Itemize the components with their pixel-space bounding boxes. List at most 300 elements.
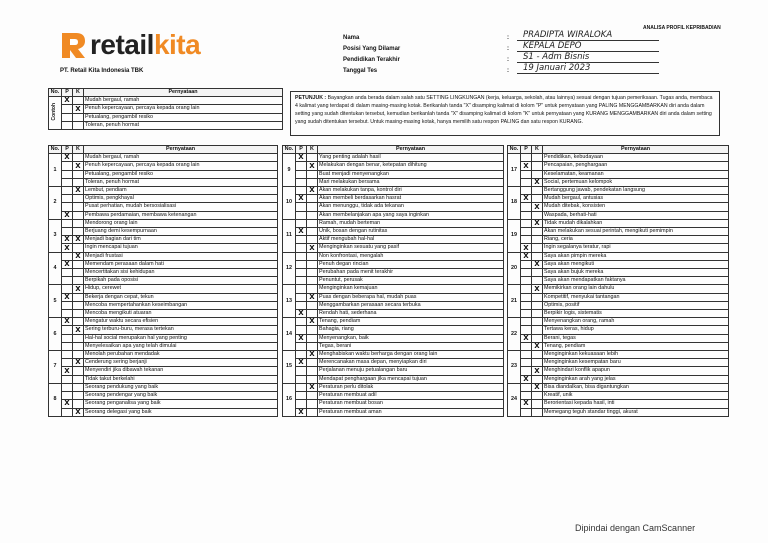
k-mark[interactable] (307, 326, 318, 334)
k-mark[interactable] (73, 318, 84, 326)
p-mark[interactable] (296, 187, 307, 195)
k-mark[interactable]: X (307, 162, 318, 170)
p-mark[interactable]: X (521, 400, 532, 408)
p-mark[interactable] (296, 178, 307, 186)
k-mark[interactable]: X (73, 326, 84, 334)
statement: Menginginkan kemajuan (318, 285, 504, 293)
p-mark[interactable] (521, 154, 532, 162)
p-mark[interactable] (296, 392, 307, 400)
k-mark[interactable] (73, 260, 84, 268)
statement: Pembawa perdamaian, membawa ketenangan (84, 211, 278, 219)
col-header: No. (49, 89, 62, 97)
k-mark[interactable] (73, 170, 84, 178)
k-mark[interactable] (532, 408, 543, 416)
field-posisi: Posisi Yang Dilamar : KEPALA DEPO (343, 41, 659, 52)
p-mark[interactable] (296, 375, 307, 383)
p-mark[interactable] (62, 277, 73, 285)
k-mark[interactable] (532, 162, 543, 170)
p-mark[interactable] (521, 326, 532, 334)
statement: Toleran, penuh hormat (84, 121, 283, 129)
k-mark[interactable] (307, 170, 318, 178)
statement: Bekerja dengan cepat, tekun (84, 293, 278, 301)
k-mark[interactable] (73, 375, 84, 383)
p-mark[interactable]: X (62, 367, 73, 375)
col-header: K (73, 146, 84, 154)
k-mark[interactable]: X (73, 162, 84, 170)
statement: Penuh kepercayaan, percaya kepada orang lain (84, 162, 278, 170)
p-mark[interactable] (521, 359, 532, 367)
k-mark[interactable] (307, 285, 318, 293)
p-mark[interactable] (296, 383, 307, 391)
p-mark[interactable] (62, 162, 73, 170)
table-row (49, 400, 278, 408)
k-mark[interactable]: X (532, 285, 543, 293)
table-row (508, 310, 729, 318)
k-mark[interactable] (532, 318, 543, 326)
p-mark[interactable] (62, 310, 73, 318)
p-mark[interactable] (521, 260, 532, 268)
statement: Menginginkan sesuatu yang pasif (318, 244, 504, 252)
table-row (283, 252, 504, 260)
field-label: Nama (343, 35, 360, 41)
k-mark[interactable] (73, 334, 84, 342)
statement: Waspada, berhati-hati (543, 211, 729, 219)
group-number: 4 (49, 252, 62, 285)
statement: Seorang penganalisa yang baik (84, 400, 278, 408)
table-row (283, 203, 504, 211)
k-mark[interactable] (73, 310, 84, 318)
p-mark[interactable]: X (62, 293, 73, 301)
field-label: Pendidikan Terakhir (343, 57, 400, 63)
p-mark[interactable] (62, 252, 73, 260)
table-row (508, 383, 729, 391)
statement: Berpikah pada oposisi (84, 277, 278, 285)
p-mark[interactable]: X (296, 334, 307, 342)
p-mark[interactable] (62, 285, 73, 293)
col-header: K (73, 89, 84, 97)
p-mark[interactable] (296, 293, 307, 301)
k-mark[interactable] (73, 203, 84, 211)
p-mark[interactable] (62, 269, 73, 277)
k-mark[interactable] (73, 154, 84, 162)
field-value-handwritten: 19 Januari 2023 (517, 63, 659, 74)
k-mark[interactable]: X (73, 408, 84, 416)
k-mark[interactable] (73, 277, 84, 285)
col-header: Pernyataan (543, 146, 729, 154)
p-mark[interactable] (521, 285, 532, 293)
group-number: 22 (508, 318, 521, 351)
k-mark[interactable] (532, 244, 543, 252)
table-row (283, 236, 504, 244)
p-mark[interactable]: X (521, 375, 532, 383)
k-mark[interactable] (73, 392, 84, 400)
p-mark[interactable]: X (521, 162, 532, 170)
table-row (508, 195, 729, 203)
p-mark[interactable] (296, 285, 307, 293)
p-mark[interactable] (62, 301, 73, 309)
p-mark[interactable] (521, 236, 532, 244)
table-row (49, 392, 278, 400)
statement: Menyenangkan, baik (318, 334, 504, 342)
table-row (508, 277, 729, 285)
statement: Kreatif, unik (543, 392, 729, 400)
p-mark[interactable] (62, 219, 73, 227)
table-row (508, 219, 729, 227)
p-mark[interactable] (521, 342, 532, 350)
p-mark[interactable]: X (521, 244, 532, 252)
statement: Menjadi frustasi (84, 252, 278, 260)
table-row (49, 326, 278, 334)
p-mark[interactable] (521, 293, 532, 301)
table-row (49, 318, 278, 326)
k-mark[interactable] (307, 342, 318, 350)
p-mark[interactable]: X (62, 244, 73, 252)
statement: Saya akan bujuk mereka (543, 269, 729, 277)
k-mark[interactable] (73, 211, 84, 219)
p-mark[interactable] (62, 326, 73, 334)
k-mark[interactable] (307, 195, 318, 203)
instructions-text: Bayangkan anda berada dalam salah satu SETTING LINGKUNGAN (kerja, keluarga, sekolah, atau lainnya) sesuai dengan tujuan pemeriksaan. Tugas anda, membaca 4 kalimat yang terdapat di dalam masing-masing kotak. Berikanlah tanda "X" disamping kalimat di kolom "P" untuk pernyataan yang PALING MENGGAMBARKAN diri anda dalam setting yang sudah ditentukan tersebut, kemudian berikanlah tanda "X" disamping kalimat di kolom "K" untuk pernyataan yang KURANG MENGGAMBARKAN diri anda dalam setting yang sudah ditentukan tersebut. Untuk masing-masing kotak, hanya memilih satu respon PALING dan satu respon KURANG. (295, 95, 713, 125)
statement: Perubahan pada menit terakhir (318, 269, 504, 277)
p-mark[interactable] (296, 203, 307, 211)
group-number: 12 (283, 252, 296, 285)
k-mark[interactable]: X (307, 383, 318, 391)
p-mark[interactable]: X (62, 318, 73, 326)
p-mark[interactable] (62, 187, 73, 195)
k-mark[interactable] (532, 351, 543, 359)
group-number: 17 (508, 154, 521, 187)
p-mark[interactable] (521, 228, 532, 236)
p-mark[interactable] (62, 203, 73, 211)
p-mark[interactable]: X (296, 359, 307, 367)
statement: Memegang teguh standar tinggi, akurat (543, 408, 729, 416)
table-row (49, 342, 278, 350)
k-mark[interactable] (532, 195, 543, 203)
k-mark[interactable] (73, 293, 84, 301)
p-mark[interactable]: X (521, 252, 532, 260)
statement: Saya akan pimpin mereka (543, 252, 729, 260)
example-side-label: Contoh (49, 97, 62, 130)
statement: Tidak mudah dikalahkan (543, 219, 729, 227)
p-mark[interactable] (296, 342, 307, 350)
k-mark[interactable] (532, 170, 543, 178)
col-header: P (62, 89, 73, 97)
statement: Menyendiri jika dibawah tekanan (84, 367, 278, 375)
k-mark[interactable] (532, 187, 543, 195)
scanner-footer: Dipindai dengan CamScanner (575, 523, 696, 533)
statement: Menginginkan kesempatan baru (543, 359, 729, 367)
p-mark[interactable] (296, 400, 307, 408)
p-mark[interactable] (296, 318, 307, 326)
p-mark[interactable]: X (296, 310, 307, 318)
p-mark[interactable] (296, 277, 307, 285)
k-mark[interactable]: X (307, 244, 318, 252)
k-mark[interactable]: X (532, 219, 543, 227)
k-mark[interactable] (532, 154, 543, 162)
statement: Akan membeli berdasarkan hasrat (318, 195, 504, 203)
p-mark[interactable] (521, 392, 532, 400)
table-row (283, 178, 504, 186)
k-mark[interactable] (532, 293, 543, 301)
p-mark[interactable] (296, 244, 307, 252)
p-mark[interactable]: X (62, 260, 73, 268)
k-mark[interactable] (307, 392, 318, 400)
statement: Cenderung sering berjanji (84, 359, 278, 367)
k-mark[interactable] (307, 154, 318, 162)
p-mark[interactable] (296, 301, 307, 309)
k-mark[interactable]: X (307, 293, 318, 301)
k-mark[interactable]: X (73, 187, 84, 195)
p-mark[interactable] (62, 195, 73, 203)
statement: Riang, ceria (543, 236, 729, 244)
k-mark[interactable] (73, 269, 84, 277)
k-mark[interactable]: X (532, 260, 543, 268)
k-mark[interactable] (73, 195, 84, 203)
k-mark[interactable]: X (532, 367, 543, 375)
k-mark[interactable] (307, 269, 318, 277)
p-mark[interactable] (521, 383, 532, 391)
k-mark[interactable]: X (532, 203, 543, 211)
p-mark[interactable] (521, 367, 532, 375)
statement: Penuh kepercayaan, percaya kepada orang lain (84, 105, 283, 113)
statement: Menjadi bagian dari tim (84, 236, 278, 244)
p-mark[interactable] (521, 301, 532, 309)
p-mark[interactable]: X (62, 400, 73, 408)
k-mark[interactable]: X (73, 285, 84, 293)
p-mark[interactable] (521, 219, 532, 227)
k-mark[interactable] (307, 334, 318, 342)
k-mark[interactable] (532, 392, 543, 400)
k-mark[interactable] (73, 219, 84, 227)
instructions-box (290, 91, 720, 136)
k-mark[interactable] (307, 203, 318, 211)
statement: Mengatur waktu secara efisien (84, 318, 278, 326)
p-mark[interactable] (521, 178, 532, 186)
k-mark[interactable] (73, 351, 84, 359)
logo-text-kita: kita (153, 29, 201, 60)
p-mark[interactable]: X (296, 195, 307, 203)
k-mark[interactable]: X (532, 342, 543, 350)
statement: Yang penting adalah hasil (318, 154, 504, 162)
table-row (508, 260, 729, 268)
p-mark[interactable] (296, 351, 307, 359)
p-mark[interactable] (296, 236, 307, 244)
statement: Menghindari konflik apapun (543, 367, 729, 375)
p-mark[interactable] (296, 326, 307, 334)
statement: Mencoba mengikuti atuaran (84, 310, 278, 318)
statement: Tegas, berani (318, 342, 504, 350)
k-mark[interactable] (307, 400, 318, 408)
group-number: 10 (283, 187, 296, 220)
statement: Peraturan membuat adil (318, 392, 504, 400)
p-mark[interactable] (62, 170, 73, 178)
p-mark[interactable] (62, 359, 73, 367)
k-mark[interactable]: X (307, 351, 318, 359)
k-mark[interactable] (307, 301, 318, 309)
k-mark[interactable] (73, 383, 84, 391)
p-mark[interactable]: X (296, 408, 307, 416)
table-row (508, 367, 729, 375)
p-mark[interactable]: X (296, 228, 307, 236)
p-mark (62, 121, 73, 129)
p-mark[interactable] (296, 260, 307, 268)
instructions-label: PETUNJUK : (295, 95, 327, 101)
k-mark[interactable] (532, 228, 543, 236)
questionnaire-table (282, 145, 504, 417)
p-mark[interactable] (521, 203, 532, 211)
statement: Optimis, pengkhayal (84, 195, 278, 203)
col-header: P (62, 146, 73, 154)
p-mark[interactable] (62, 392, 73, 400)
table-row (49, 375, 278, 383)
k-mark[interactable] (307, 219, 318, 227)
k-mark[interactable] (73, 367, 84, 375)
k-mark[interactable] (73, 301, 84, 309)
k-mark[interactable] (307, 367, 318, 375)
k-mark[interactable] (532, 277, 543, 285)
k-mark[interactable] (532, 359, 543, 367)
k-mark[interactable] (73, 400, 84, 408)
p-mark[interactable] (62, 383, 73, 391)
k-mark[interactable] (532, 334, 543, 342)
k-mark[interactable] (73, 342, 84, 350)
p-mark[interactable] (296, 252, 307, 260)
k-mark[interactable] (532, 301, 543, 309)
table-row (508, 269, 729, 277)
table-row (283, 326, 504, 334)
company-name: PT. Retail Kita Indonesia TBK (60, 68, 144, 74)
group-number: 8 (49, 383, 62, 416)
p-mark[interactable] (296, 162, 307, 170)
k-mark[interactable] (73, 228, 84, 236)
table-row (508, 375, 729, 383)
k-mark[interactable] (307, 408, 318, 416)
p-mark[interactable] (521, 277, 532, 285)
k-mark[interactable] (307, 310, 318, 318)
statement: Petualang, pengambil resiko (84, 170, 278, 178)
k-mark[interactable] (307, 252, 318, 260)
p-mark: X (62, 97, 73, 105)
k-mark[interactable]: X (307, 318, 318, 326)
p-mark[interactable] (62, 334, 73, 342)
table-row (49, 154, 278, 162)
p-mark[interactable] (62, 228, 73, 236)
table-row (49, 310, 278, 318)
k-mark[interactable] (532, 326, 543, 334)
statement: Buat menjadi menyenangkan (318, 170, 504, 178)
k-mark[interactable]: X (307, 187, 318, 195)
p-mark[interactable] (296, 170, 307, 178)
table-row (49, 334, 278, 342)
k-mark[interactable] (532, 252, 543, 260)
table-row (49, 219, 278, 227)
p-mark[interactable] (521, 351, 532, 359)
k-mark[interactable]: X (532, 178, 543, 186)
p-mark[interactable] (296, 211, 307, 219)
p-mark[interactable] (62, 351, 73, 359)
table-row (49, 277, 278, 285)
p-mark[interactable] (62, 375, 73, 383)
k-mark[interactable] (532, 236, 543, 244)
group-number: 11 (283, 219, 296, 252)
k-mark[interactable]: X (73, 359, 84, 367)
table-row (508, 301, 729, 309)
k-mark[interactable] (532, 375, 543, 383)
k-mark[interactable] (532, 211, 543, 219)
p-mark[interactable] (296, 219, 307, 227)
k-mark[interactable] (307, 228, 318, 236)
p-mark[interactable]: X (521, 334, 532, 342)
col-header: K (307, 146, 318, 154)
k-mark[interactable] (307, 211, 318, 219)
p-mark[interactable]: X (62, 236, 73, 244)
k-mark[interactable] (307, 375, 318, 383)
p-mark[interactable]: X (62, 211, 73, 219)
p-mark[interactable] (296, 367, 307, 375)
table-row (283, 351, 504, 359)
k-mark[interactable] (307, 236, 318, 244)
statement: Ingin mencapai tujuan (84, 244, 278, 252)
statement: Bahagia, riang (318, 326, 504, 334)
table-row (49, 351, 278, 359)
field-value-handwritten: S1 - Adm Bisnis (517, 52, 659, 63)
p-mark[interactable]: X (521, 195, 532, 203)
p-mark[interactable] (62, 178, 73, 186)
p-mark[interactable] (521, 269, 532, 277)
k-mark[interactable]: X (532, 383, 543, 391)
p-mark[interactable] (62, 408, 73, 416)
k-mark[interactable] (307, 178, 318, 186)
statement: Optimis, positif (543, 301, 729, 309)
statement: Unik, bosan dengan rutinitas (318, 228, 504, 236)
col-header: K (532, 146, 543, 154)
k-mark[interactable] (307, 359, 318, 367)
p-mark[interactable]: X (62, 154, 73, 162)
statement: Akan melakukan tanpa, kontrol diri (318, 187, 504, 195)
k-mark[interactable] (307, 260, 318, 268)
statement: Rendah hati, sederhana (318, 310, 504, 318)
p-mark[interactable] (521, 170, 532, 178)
statement: Seorang delegasi yang baik (84, 408, 278, 416)
table-row (283, 301, 504, 309)
k-mark[interactable] (532, 269, 543, 277)
k-mark[interactable] (532, 400, 543, 408)
statement: Menyelesaikan apa yang telah dimulai (84, 342, 278, 350)
p-mark[interactable]: X (296, 154, 307, 162)
table-row (49, 195, 278, 203)
statement: Akan menunggu, tidak ada tekanan (318, 203, 504, 211)
p-mark[interactable] (521, 318, 532, 326)
k-mark[interactable] (73, 178, 84, 186)
k-mark[interactable] (73, 244, 84, 252)
p-mark[interactable] (521, 310, 532, 318)
statement: Seorang pendukung yang baik (84, 383, 278, 391)
table-row (508, 178, 729, 186)
k-mark[interactable] (532, 310, 543, 318)
p-mark[interactable] (521, 408, 532, 416)
p-mark[interactable] (521, 211, 532, 219)
k-mark[interactable]: X (73, 252, 84, 260)
p-mark[interactable] (62, 342, 73, 350)
p-mark[interactable] (521, 187, 532, 195)
group-number: 5 (49, 285, 62, 318)
k-mark[interactable] (307, 277, 318, 285)
k-mark[interactable]: X (73, 236, 84, 244)
statement: Menyenangkan orang, ramah (543, 318, 729, 326)
table-row (508, 326, 729, 334)
statement: Pendidikan, kebudayaan (543, 154, 729, 162)
p-mark[interactable] (296, 269, 307, 277)
